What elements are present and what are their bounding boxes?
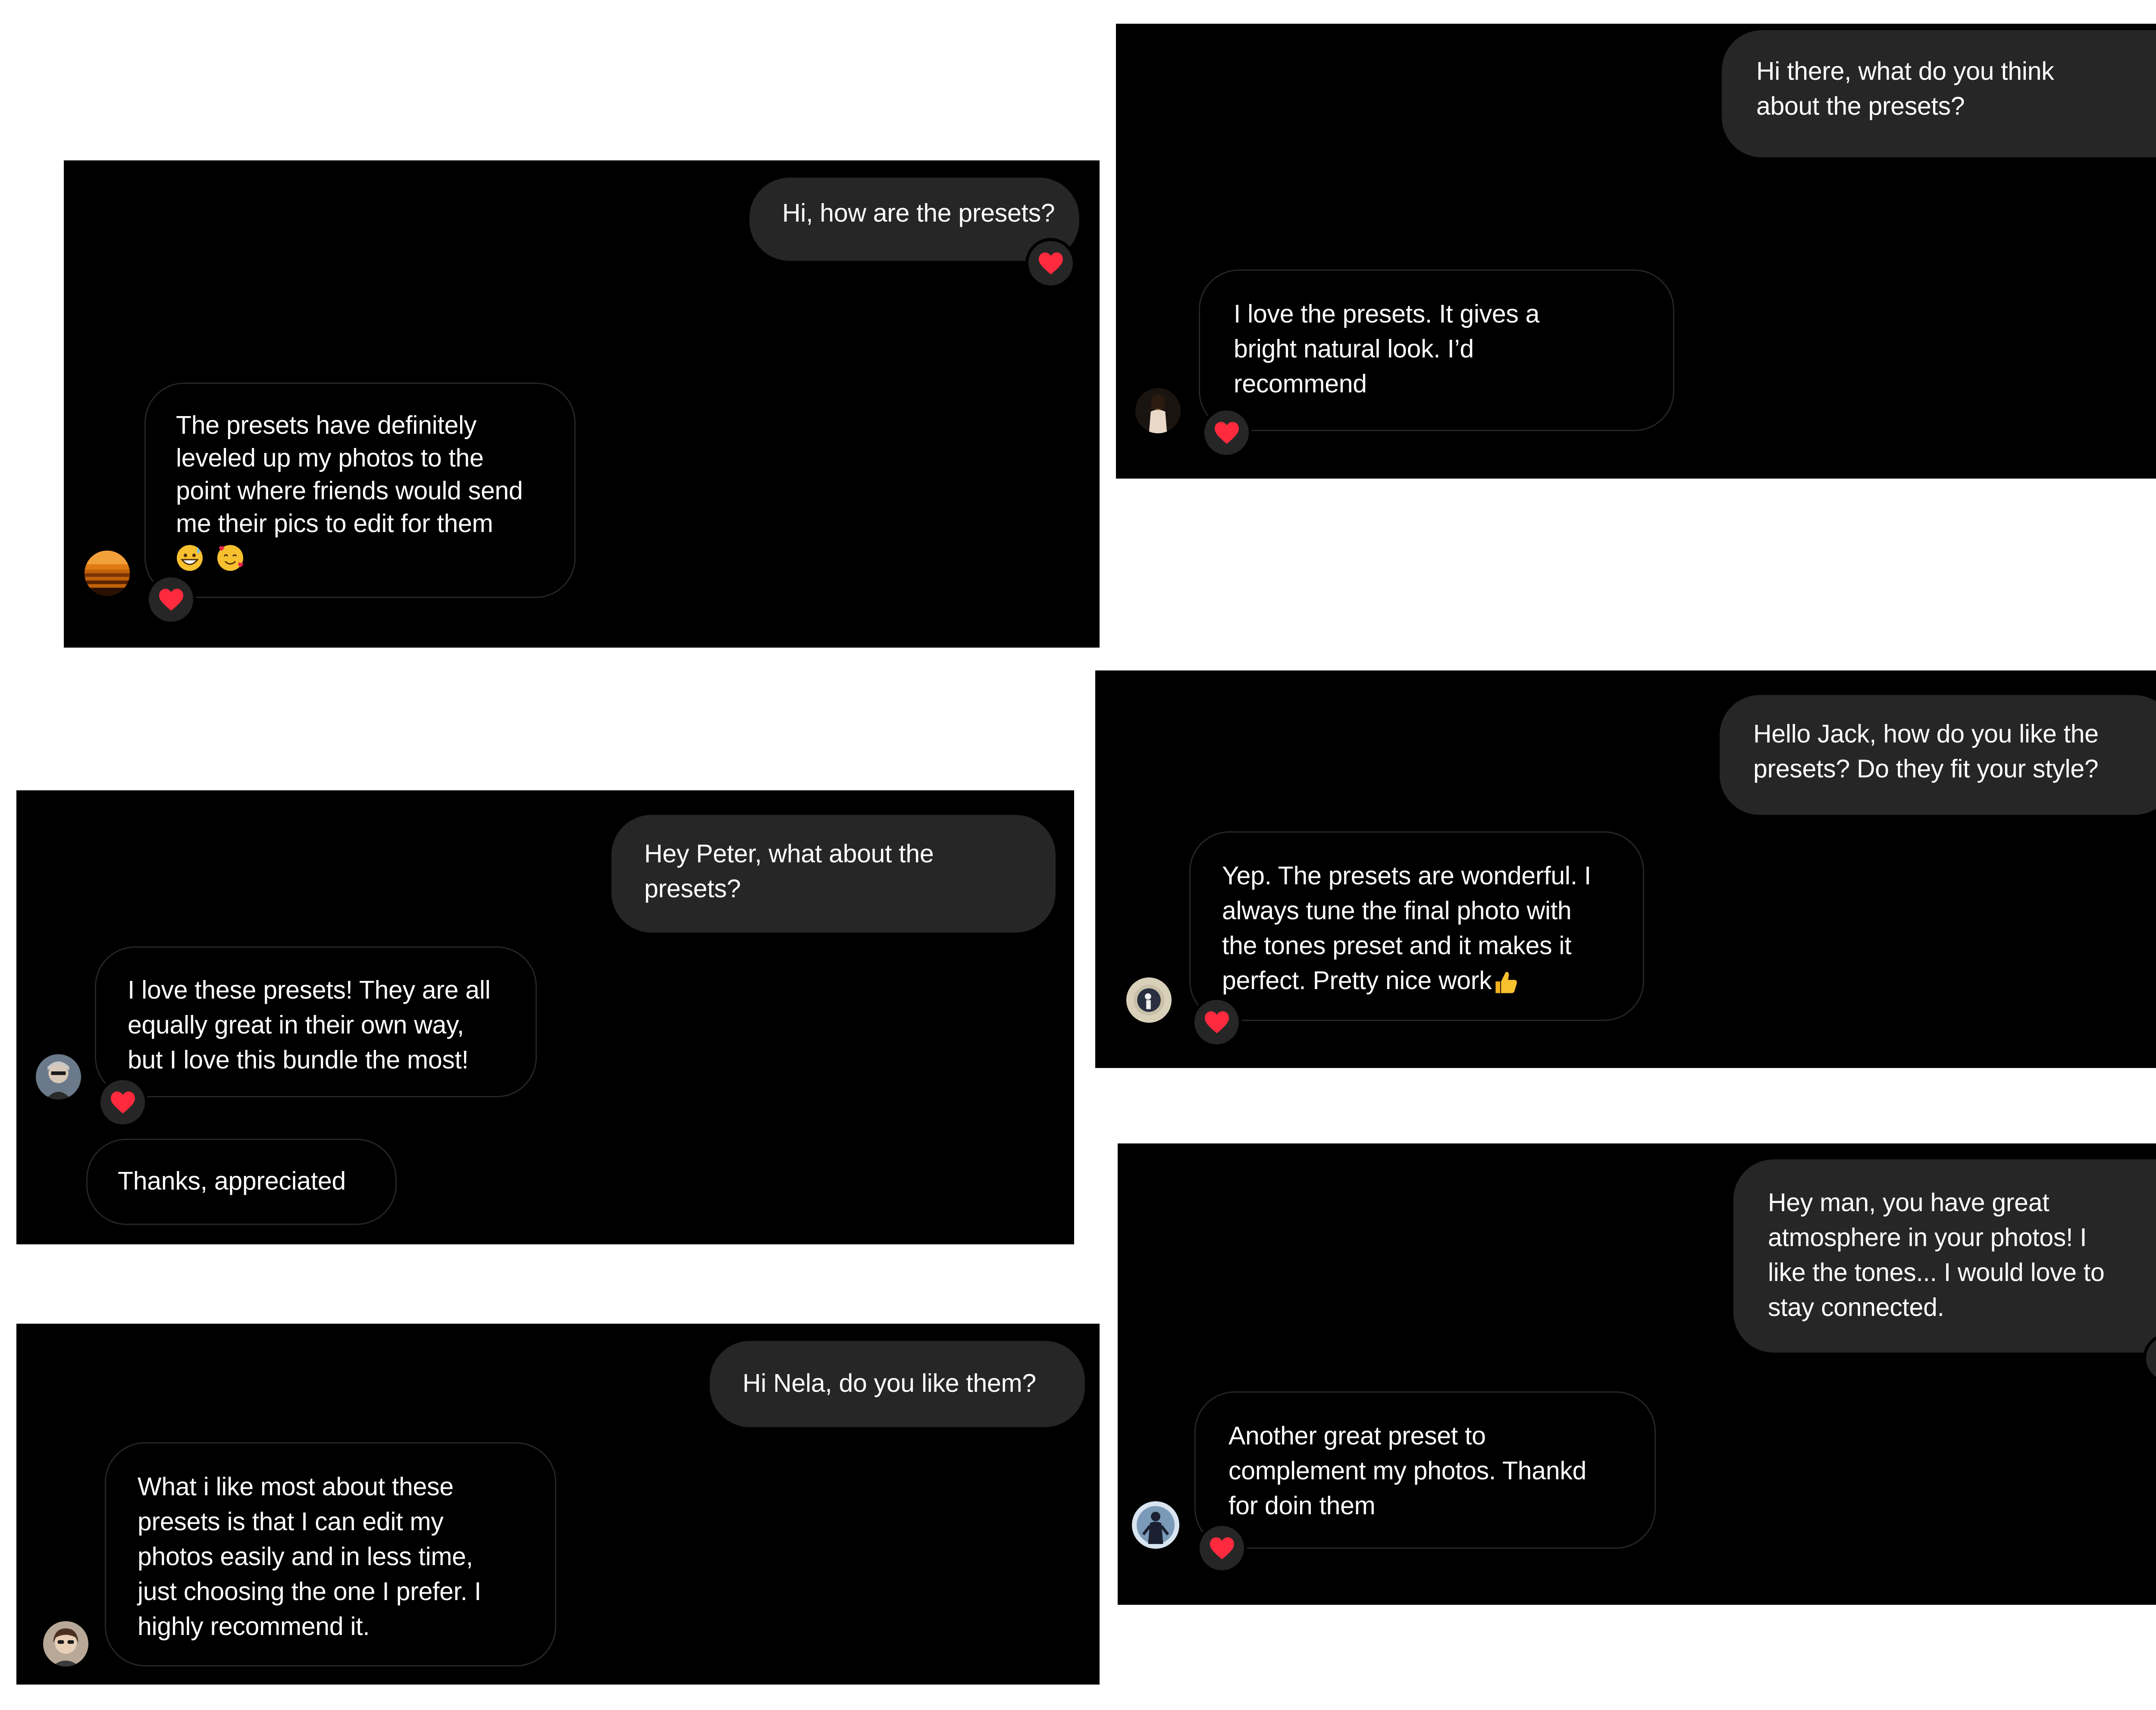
message-line: for doin them (1228, 1491, 1376, 1520)
message-line: I love these presets! They are all (128, 976, 491, 1004)
person-avatar-image (1126, 977, 1172, 1023)
avatar[interactable] (1132, 1501, 1179, 1549)
message-line: complement my photos. Thankd (1228, 1456, 1587, 1485)
message-line: The presets have definitely (176, 411, 477, 439)
chat-panel-4 (1095, 670, 2156, 1068)
message-line: leveled up my photos to the (176, 444, 484, 472)
chat-panel-5 (16, 1324, 1100, 1685)
person-avatar-image (43, 1621, 88, 1666)
message-line: Another great preset to (1228, 1422, 1486, 1450)
heart-icon (158, 588, 185, 612)
received-message[interactable] (144, 382, 576, 598)
emoji-row (176, 540, 544, 573)
message-line: equally great in their own way, (128, 1011, 464, 1039)
message-line: Hi, how are the presets? (782, 199, 1055, 227)
message-line: What i like most about these (138, 1472, 454, 1501)
received-message[interactable] (86, 1139, 397, 1225)
received-message[interactable] (1189, 831, 1644, 1021)
message-line: Hey man, you have great (1768, 1188, 2049, 1217)
message-line: bright natural look. I’d (1234, 335, 1474, 363)
message-line: Thanks, appreciated (118, 1167, 346, 1195)
message-line: Hi Nela, do you like them? (743, 1369, 1036, 1397)
heart-reaction[interactable] (146, 574, 196, 625)
message-line: but I love this bundle the most! (128, 1046, 469, 1074)
avatar[interactable] (85, 551, 130, 596)
sent-message[interactable] (1722, 30, 2156, 157)
heart-icon (1203, 1010, 1230, 1034)
heart-icon (1209, 1536, 1235, 1560)
message-line: presets? (644, 874, 741, 903)
heart-icon (1213, 421, 1240, 445)
sunset-avatar-image (85, 551, 130, 596)
message-line: recommend (1234, 370, 1367, 398)
sent-message[interactable] (611, 815, 1056, 933)
message-line: always tune the final photo with (1222, 896, 1572, 925)
avatar[interactable] (1135, 388, 1181, 433)
message-line: presets? Do they fit your style? (1753, 755, 2099, 783)
heart-reaction[interactable] (1201, 407, 1252, 458)
sent-message[interactable] (1720, 695, 2156, 815)
person-avatar-image (1132, 1501, 1179, 1549)
message-line: highly recommend it. (138, 1612, 370, 1641)
thumbs-up-emoji (1493, 970, 1518, 995)
message-line: like the tones... I would love to (1768, 1258, 2105, 1287)
avatar[interactable] (1126, 977, 1172, 1023)
message-line: I love the presets. It gives a (1234, 300, 1540, 328)
message-line: me their pics to edit for them (176, 509, 493, 538)
message-line: Hi there, what do you think (1756, 57, 2054, 85)
received-message[interactable] (1199, 269, 1674, 431)
avatar[interactable] (36, 1054, 81, 1099)
smiling-hearts-emoji (216, 544, 244, 572)
heart-reaction[interactable] (1191, 997, 1242, 1047)
chat-panel-1 (64, 160, 1100, 648)
message-line: Hey Peter, what about the (644, 839, 934, 868)
message-line: just choosing the one I prefer. I (138, 1577, 481, 1606)
grinning-sweat-emoji (176, 544, 204, 572)
message-line: point where friends would send (176, 476, 523, 505)
sent-message[interactable] (1733, 1159, 2156, 1353)
message-line: Hello Jack, how do you like the (1753, 720, 2099, 748)
chat-panel-2 (1116, 24, 2156, 479)
message-line: stay connected. (1768, 1293, 1944, 1322)
heart-reaction[interactable] (1025, 238, 1076, 288)
message-line: the tones preset and it makes it (1222, 931, 1572, 960)
message-line: photos easily and in less time, (138, 1542, 473, 1571)
chat-panel-3 (16, 790, 1074, 1244)
heart-icon (1037, 251, 1064, 276)
heart-reaction[interactable] (1197, 1523, 1247, 1573)
person-avatar-image (36, 1054, 81, 1099)
message-line: atmosphere in your photos! I (1768, 1223, 2087, 1252)
avatar[interactable] (43, 1621, 88, 1666)
message-line: presets is that I can edit my (138, 1507, 444, 1536)
message-line: Yep. The presets are wonderful. I (1222, 861, 1591, 890)
chat-panel-6 (1118, 1143, 2156, 1605)
received-message[interactable] (95, 946, 537, 1097)
message-line: about the presets? (1756, 92, 1965, 120)
heart-icon (110, 1090, 136, 1115)
received-message[interactable] (1194, 1391, 1656, 1549)
heart-reaction[interactable] (97, 1077, 148, 1127)
message-line: perfect. Pretty nice work (1222, 963, 1611, 998)
received-message[interactable] (105, 1442, 556, 1666)
person-avatar-image (1135, 388, 1181, 433)
sent-message[interactable] (710, 1341, 1085, 1427)
